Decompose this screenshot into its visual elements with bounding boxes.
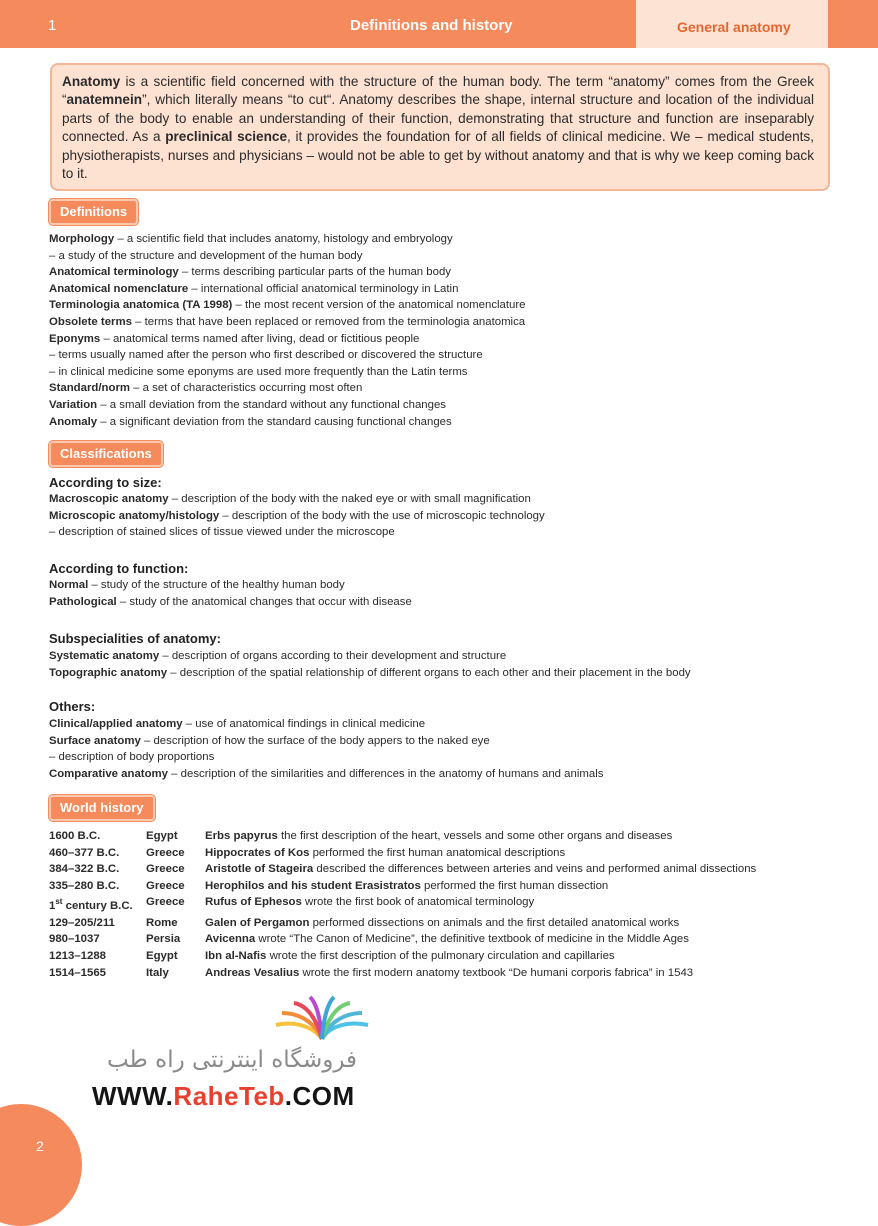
classification-line-description: – use of anatomical findings in clinical medicine xyxy=(182,718,426,730)
history-description: wrote the first book of anatomical terminology xyxy=(301,896,535,909)
classification-line-description: – description of organs according to their development and structure xyxy=(159,650,507,662)
classification-line xyxy=(49,648,849,665)
definition-line xyxy=(49,281,849,298)
history-event xyxy=(205,894,534,914)
classification-line xyxy=(49,716,849,733)
definition-line-term: Standard/norm xyxy=(49,382,131,395)
classification-line-term: Normal xyxy=(49,579,89,591)
history-description: wrote the first description of the pulmonary circulation and capillaries xyxy=(266,949,615,962)
history-place: Greece xyxy=(146,846,185,859)
classification-line-description: – description of the body with the naked eye or with small magnification xyxy=(168,493,531,505)
definition-line-term: Anomaly xyxy=(49,415,98,428)
definition-line xyxy=(49,248,849,265)
classification-line xyxy=(49,594,849,611)
classification-line xyxy=(49,733,849,750)
definition-line-description: – a study of the structure and development of the human body xyxy=(49,249,363,262)
classification-line-description: – description of the spatial relationship of different organs to each other and their placement in the body xyxy=(167,666,691,679)
definition-line-description: – the most recent version of the anatomical nomenclature xyxy=(232,299,526,312)
classification-line-term: Surface anatomy xyxy=(49,734,141,747)
function-list xyxy=(49,577,849,610)
history-date: 129–205/211 xyxy=(49,916,115,929)
others-subheading: Others: xyxy=(49,699,96,714)
definition-line xyxy=(49,380,849,397)
definition-line-term: Variation xyxy=(49,398,98,411)
definition-line-term: Terminologia anatomica (TA 1998) xyxy=(49,299,233,312)
subspecialities-list xyxy=(49,648,849,681)
classification-line-description: – description of the body with the use of microscopic technology xyxy=(219,509,545,522)
history-place: Egypt xyxy=(146,949,178,962)
classification-line xyxy=(49,524,849,541)
history-event xyxy=(205,915,679,932)
history-event xyxy=(205,828,672,845)
definition-line-description: – a small deviation from the standard without any functional changes xyxy=(97,398,446,411)
history-event xyxy=(205,931,689,948)
history-person: Herophilos and his student Erasistratos xyxy=(205,879,421,892)
classification-line-description: – study of the anatomical changes that occur with disease xyxy=(116,595,412,608)
history-date: 1514–1565 xyxy=(49,966,107,979)
intro-text: is a scientific field concerned with the structure of the human body. The term “anatomy” comes from the Greek “ xyxy=(62,74,814,108)
history-description: the first description of the heart, vessels and some other organs and diseases xyxy=(277,830,673,842)
classification-line-term: Systematic anatomy xyxy=(49,650,160,662)
history-description: performed dissections on animals and the first detailed anatomical works xyxy=(309,916,680,929)
classification-line-description: – description of stained slices of tissue viewed under the microscope xyxy=(49,526,395,539)
definition-line-description: – a significant deviation from the standard causing functional changes xyxy=(97,415,452,428)
watermark-url xyxy=(92,1081,355,1112)
history-date: 460–377 B.C. xyxy=(49,846,120,859)
section-tab xyxy=(636,0,828,48)
history-person: Aristotle of Stageira xyxy=(205,863,314,876)
chapter-title: Definitions and history xyxy=(350,17,513,34)
history-place: Egypt xyxy=(146,830,178,842)
classification-line-term: Comparative anatomy xyxy=(49,767,169,780)
intro-box xyxy=(50,63,830,191)
history-date: 1st century B.C. xyxy=(49,897,133,913)
history-description: described the differences between arteries and veins and performed animal dissections xyxy=(313,863,757,876)
history-date: 980–1037 xyxy=(49,933,100,946)
history-row xyxy=(49,878,756,895)
others-list xyxy=(49,716,849,782)
definition-line-description: – anatomical terms named after living, dead or fictitious people xyxy=(100,332,420,345)
definition-line xyxy=(49,297,849,314)
history-place: Italy xyxy=(146,966,169,979)
size-subheading: According to size: xyxy=(49,475,162,490)
intro-text: ”, which literally means “to cut“. Anatomy describes the shape, internal structure and location of the individual parts of the body to enable an understanding of their function, demonstrating that structure and function are inseparably connected. As a xyxy=(62,92,814,145)
history-row xyxy=(49,931,756,948)
intro-bold-term: preclinical science xyxy=(165,129,288,145)
history-date: 335–280 B.C. xyxy=(49,879,120,892)
history-person: Erbs papyrus xyxy=(205,830,278,842)
definition-line-description: – terms that have been replaced or removed from the terminologia anatomica xyxy=(131,315,526,328)
classification-line xyxy=(49,491,849,508)
footer-page-number: 2 xyxy=(36,1138,44,1154)
history-description: performed the first human dissection xyxy=(420,879,609,892)
definition-line xyxy=(49,231,849,248)
watermark xyxy=(92,995,382,1115)
classification-line-term: Clinical/applied anatomy xyxy=(49,718,183,730)
definition-line-description: – terms usually named after the person who first described or discovered the structure xyxy=(49,349,483,362)
history-row xyxy=(49,845,756,862)
history-person: Hippocrates of Kos xyxy=(205,846,310,859)
history-person: Ibn al-Nafis xyxy=(205,949,267,962)
history-date: 384–322 B.C. xyxy=(49,863,120,876)
definition-line-term: Eponyms xyxy=(49,332,101,345)
watermark-url-brand: RaheTeb xyxy=(173,1081,285,1111)
history-description: wrote the first modern anatomy textbook “De humani corporis fabrica” in 1543 xyxy=(299,966,694,979)
intro-bold-term: Anatomy xyxy=(62,74,121,89)
history-event xyxy=(205,965,693,982)
history-row xyxy=(49,828,756,845)
classification-line xyxy=(49,749,849,766)
classification-line-term: Microscopic anatomy/histology xyxy=(49,509,220,522)
history-event xyxy=(205,861,756,878)
history-row xyxy=(49,965,756,982)
classification-line-description: – description of how the surface of the body appers to the naked eye xyxy=(140,734,490,747)
definition-line-term: Morphology xyxy=(49,233,115,245)
watermark-url-suffix: .COM xyxy=(284,1081,355,1111)
history-description: wrote “The Canon of Medicine”, the definitive textbook of medicine in the Middle Ages xyxy=(255,933,689,946)
history-row xyxy=(49,915,756,932)
classifications-heading: Classifications xyxy=(49,441,163,467)
classification-line xyxy=(49,665,849,682)
definition-line xyxy=(49,347,849,364)
subspecialities-subheading: Subspecialities of anatomy: xyxy=(49,631,221,646)
history-event xyxy=(205,948,615,965)
watermark-persian-text: فروشگاه اینترنتی راه طب xyxy=(106,1047,358,1073)
definition-line xyxy=(49,414,849,431)
history-place: Greece xyxy=(146,896,185,909)
history-person: Andreas Vesalius xyxy=(205,966,300,979)
history-person: Rufus of Ephesos xyxy=(205,896,302,909)
definition-line-description: – terms describing particular parts of the human body xyxy=(178,266,451,279)
definition-line-description: – in clinical medicine some eponyms are used more frequently than the Latin terms xyxy=(49,365,468,378)
intro-bold-term: anatemnein xyxy=(66,92,143,108)
page-header xyxy=(0,0,878,48)
definition-line xyxy=(49,364,849,381)
history-place: Greece xyxy=(146,879,185,892)
history-event xyxy=(205,878,608,895)
section-tab-label: General anatomy xyxy=(677,19,791,35)
classification-line xyxy=(49,766,849,783)
size-list xyxy=(49,491,849,541)
classification-line xyxy=(49,577,849,594)
definition-line xyxy=(49,314,849,331)
history-row xyxy=(49,948,756,965)
definition-line xyxy=(49,331,849,348)
watermark-url-prefix: WWW. xyxy=(92,1081,174,1111)
history-place: Persia xyxy=(146,933,181,946)
classification-line-term: Topographic anatomy xyxy=(49,666,168,679)
history-place: Rome xyxy=(146,916,178,929)
definitions-heading: Definitions xyxy=(49,199,138,225)
definition-line-term: Anatomical terminology xyxy=(49,266,179,279)
history-description: performed the first human anatomical descriptions xyxy=(309,846,566,859)
history-table xyxy=(49,828,756,981)
history-heading: World history xyxy=(49,795,155,821)
footer-page-circle xyxy=(0,1104,82,1226)
history-date: 1600 B.C. xyxy=(49,830,101,842)
classification-line-description: – description of body proportions xyxy=(49,751,215,764)
definition-line-term: Anatomical nomenclature xyxy=(49,282,189,295)
classification-line-description: – study of the structure of the healthy human body xyxy=(88,579,345,591)
definition-line-description: – a scientific field that includes anatomy, histology and embryology xyxy=(114,233,453,245)
classification-line-term: Pathological xyxy=(49,595,117,608)
classification-line-description: – description of the similarities and differences in the anatomy of humans and animals xyxy=(168,767,604,780)
definition-line xyxy=(49,397,849,414)
definitions-list xyxy=(49,231,849,430)
open-book-logo-icon xyxy=(272,995,372,1043)
history-place: Greece xyxy=(146,863,185,876)
classification-line xyxy=(49,508,849,525)
header-page-number: 1 xyxy=(48,17,57,34)
classification-line-term: Macroscopic anatomy xyxy=(49,493,169,505)
history-person: Avicenna xyxy=(205,933,256,946)
history-event xyxy=(205,845,565,862)
history-person: Galen of Pergamon xyxy=(205,916,310,929)
history-row xyxy=(49,861,756,878)
definition-line-description: – a set of characteristics occurring most often xyxy=(130,382,363,395)
function-subheading: According to function: xyxy=(49,561,189,576)
intro-text: , it provides the foundation for of all fields of clinical medicine. We – medical students, physiotherapists, nurses and physicians – would not be able to get by without anatomy and that is why we keep coming back to it. xyxy=(62,129,815,182)
history-date: 1213–1288 xyxy=(49,949,107,962)
definition-line xyxy=(49,264,849,281)
definition-line-description: – international official anatomical terminology in Latin xyxy=(188,282,459,295)
history-row xyxy=(49,894,756,914)
definition-line-term: Obsolete terms xyxy=(49,315,132,328)
